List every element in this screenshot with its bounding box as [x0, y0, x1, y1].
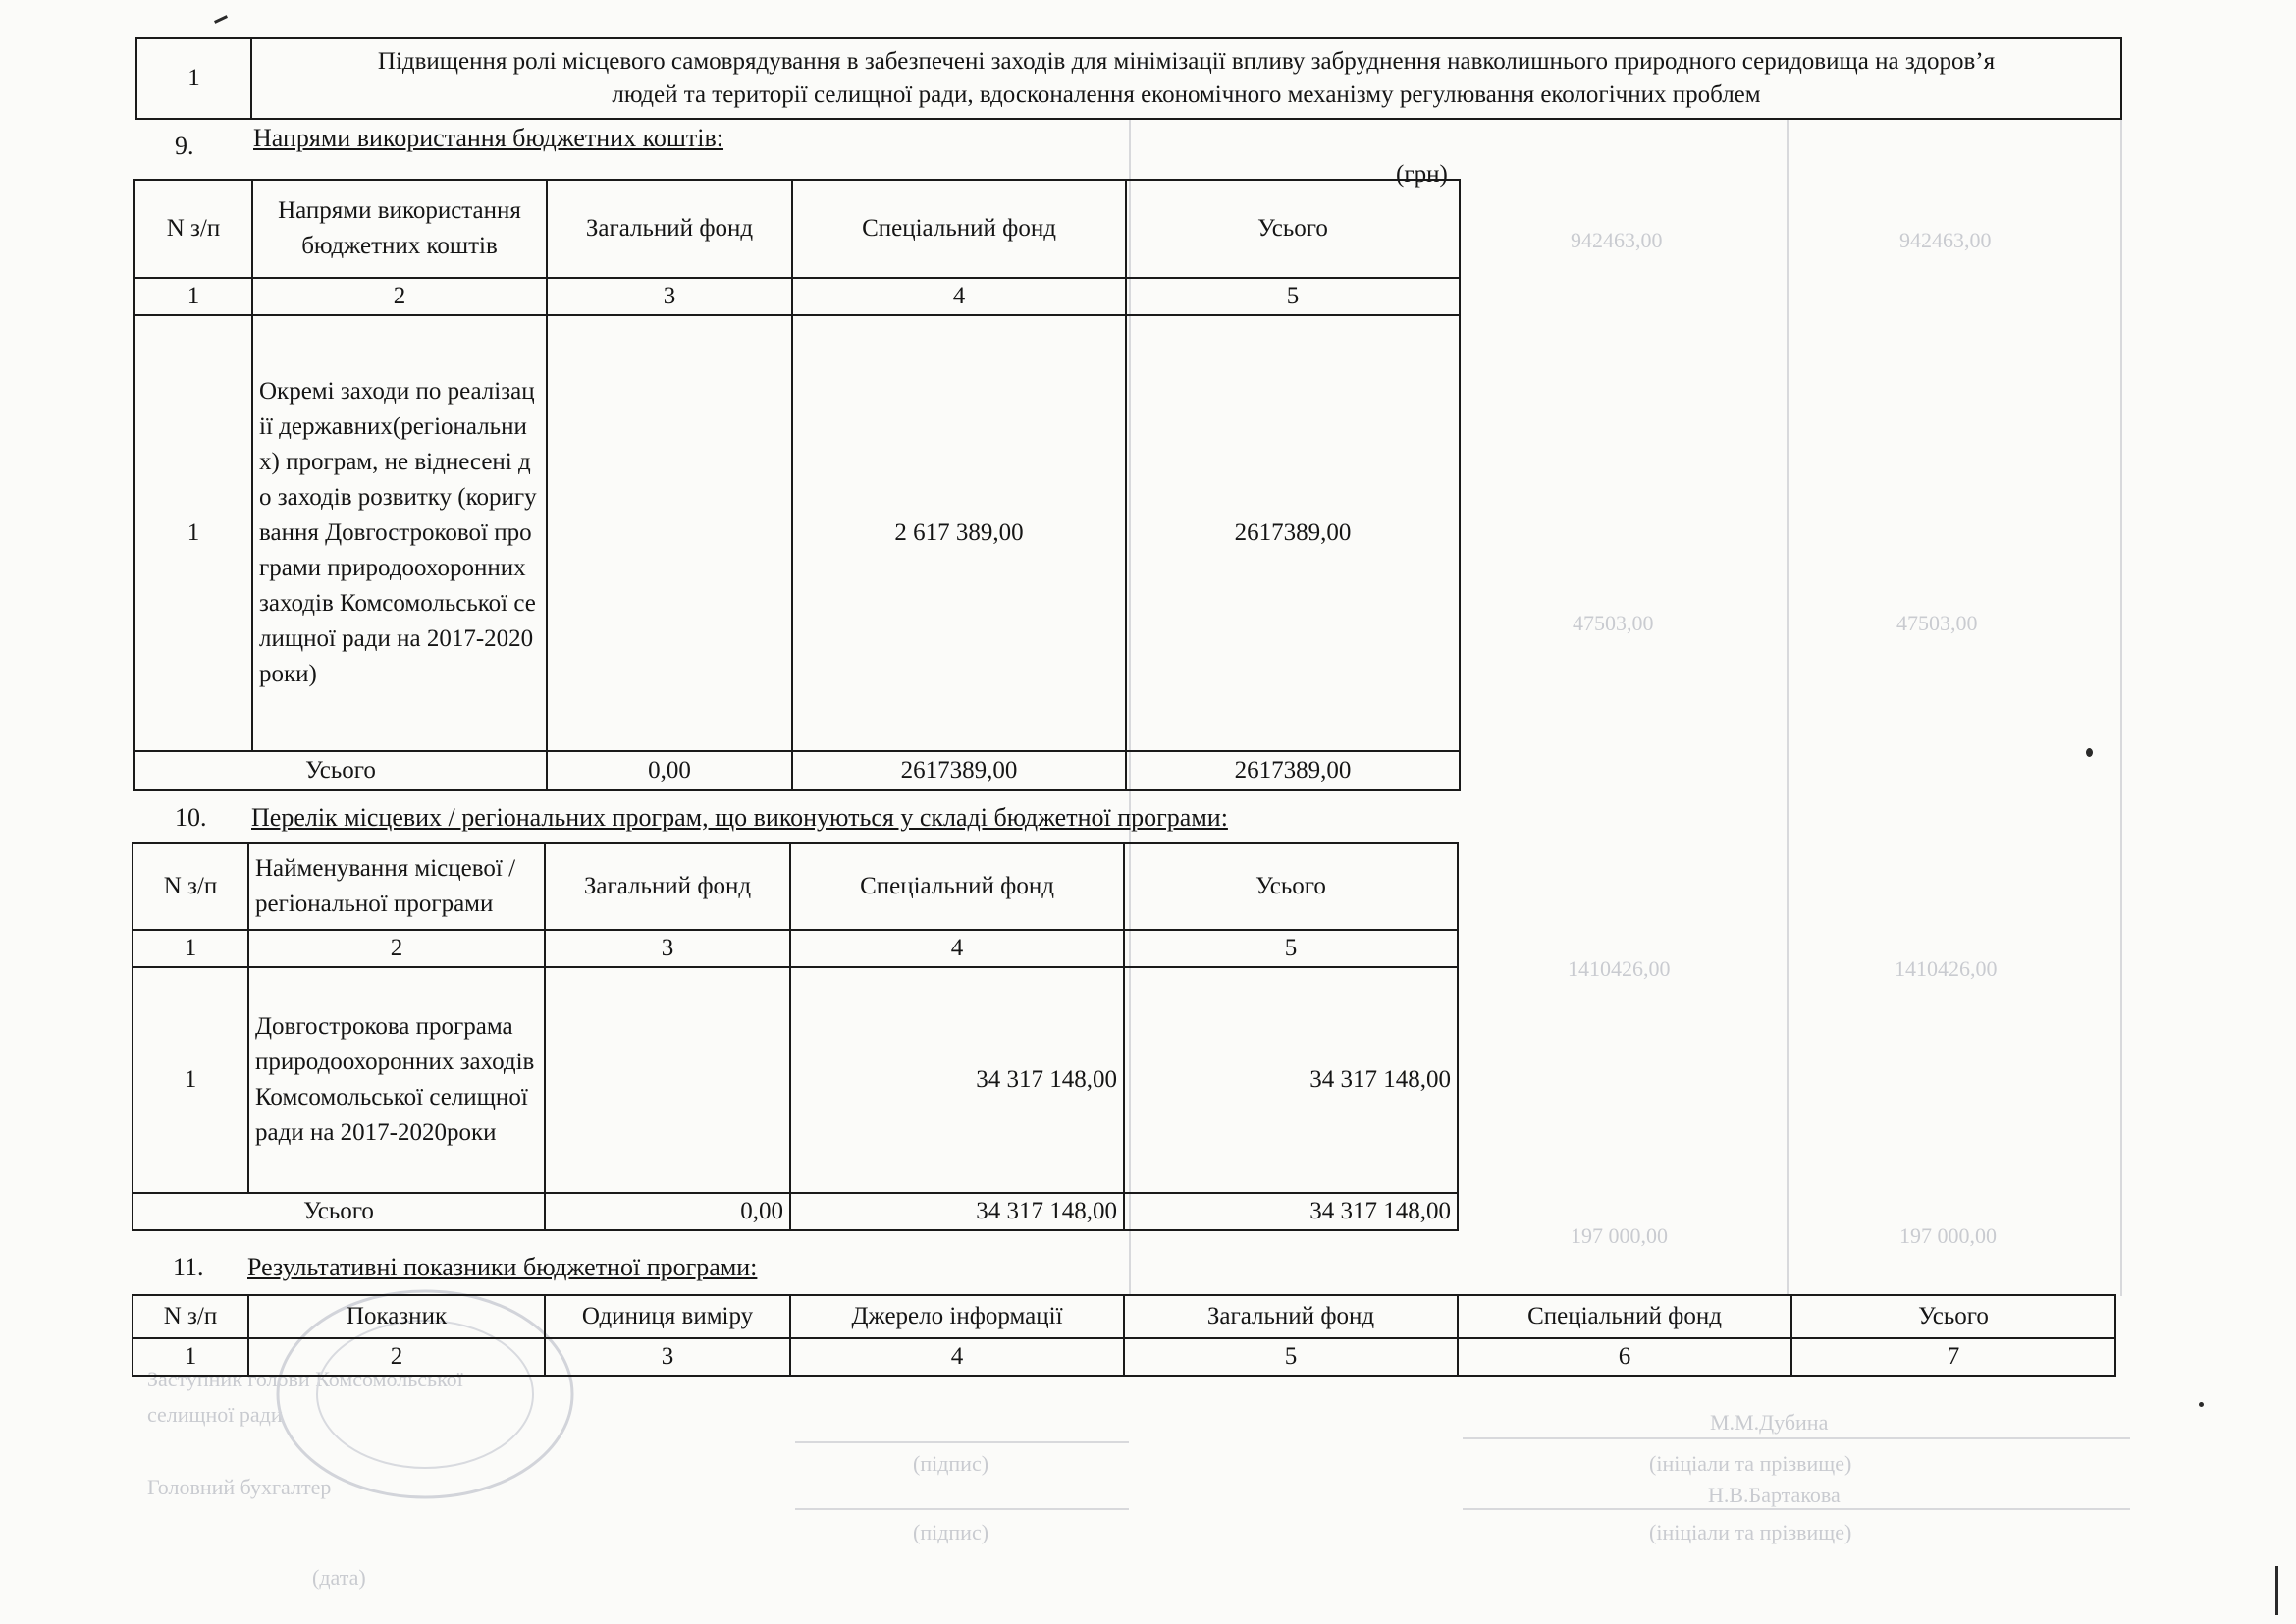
row-number: 1	[133, 967, 248, 1193]
bleed-through-value: 197 000,00	[1899, 1223, 1997, 1248]
total-general-fund: 0,00	[547, 751, 792, 790]
column-number: 1	[134, 278, 252, 315]
bleed-through-value: 1410426,00	[1895, 956, 1998, 981]
column-number: 3	[547, 278, 792, 315]
column-number: 4	[790, 1338, 1124, 1376]
header-total: Усього	[1126, 180, 1460, 278]
bleed-through-text: Головний бухгалтер	[147, 1475, 332, 1499]
scan-artifact	[214, 15, 228, 24]
column-number: 1	[133, 1338, 248, 1376]
bleed-through-text: (підпис)	[913, 1520, 989, 1544]
header-total: Усього	[1791, 1295, 2115, 1338]
bleed-through-line	[2120, 118, 2122, 1296]
bleed-through-line	[795, 1508, 1129, 1510]
header-special-fund: Спеціальний фонд	[792, 180, 1126, 278]
header-direction: Напрями використання бюджетних коштів	[252, 180, 547, 278]
total-special-fund: 34 317 148,00	[790, 1193, 1124, 1230]
header-program-name: Найменування місцевої / регіональної програми	[248, 843, 545, 930]
total-total: 34 317 148,00	[1124, 1193, 1458, 1230]
bleed-through-value: 942463,00	[1571, 228, 1663, 252]
header-source: Джерело інформації	[790, 1295, 1124, 1338]
header-general-fund: Загальний фонд	[1124, 1295, 1458, 1338]
header-indicator: Показник	[248, 1295, 545, 1338]
bleed-through-text: Н.В.Бартакова	[1708, 1483, 1841, 1507]
bleed-through-line	[1463, 1508, 2130, 1510]
column-number: 3	[545, 930, 790, 967]
row-total: 2617389,00	[1126, 315, 1460, 751]
section-9-number: 9.	[175, 132, 194, 160]
bleed-through-text: (дата)	[312, 1565, 366, 1590]
header-special-fund: Спеціальний фонд	[1458, 1295, 1791, 1338]
section-9-title: Напрями використання бюджетних коштів:	[253, 124, 724, 152]
goal-number: 1	[136, 38, 251, 119]
total-row	[134, 751, 1460, 790]
table-row	[134, 315, 1460, 751]
column-number: 1	[133, 930, 248, 967]
bleed-through-value: 1410426,00	[1568, 956, 1671, 981]
column-number: 7	[1791, 1338, 2115, 1376]
row-special-fund: 2 617 389,00	[792, 315, 1126, 751]
bleed-through-text: (ініціали та прізвище)	[1649, 1451, 1852, 1476]
bleed-through-line	[1463, 1437, 2130, 1439]
bleed-through-text: (ініціали та прізвище)	[1649, 1520, 1852, 1544]
bleed-through-text: М.М.Дубина	[1710, 1410, 1829, 1435]
column-number: 5	[1124, 930, 1458, 967]
bleed-through-value: 942463,00	[1899, 228, 1992, 252]
total-general-fund: 0,00	[545, 1193, 790, 1230]
bleed-through-line	[1787, 118, 1789, 1296]
bleed-through-text: селищної ради	[147, 1402, 283, 1427]
goal-text	[251, 38, 2121, 119]
column-number: 2	[248, 1338, 545, 1376]
section-10-title: Перелік місцевих / регіональних програм, що виконуються у складі бюджетної програми:	[251, 803, 1228, 832]
column-number: 3	[545, 1338, 790, 1376]
local-programs-table	[132, 842, 1459, 1231]
goal-text-line2: людей та території селищної ради, вдосконалення економічного механізму регулювання екологічних проблем	[612, 81, 1761, 108]
row-general-fund	[545, 967, 790, 1193]
column-number: 5	[1124, 1338, 1458, 1376]
header-number: N з/п	[134, 180, 252, 278]
performance-indicators-table	[132, 1294, 2116, 1377]
bleed-through-line	[795, 1441, 1129, 1443]
header-general-fund: Загальний фонд	[545, 843, 790, 930]
total-label: Усього	[134, 751, 547, 790]
total-row	[133, 1193, 1458, 1230]
bleed-through-value: 47503,00	[1573, 611, 1654, 635]
scan-artifact	[2275, 1566, 2278, 1615]
header-number: N з/п	[133, 1295, 248, 1338]
column-number: 4	[790, 930, 1124, 967]
goal-text-line1: Підвищення ролі місцевого самоврядування в забезпечені заходів для мінімізації впливу забруднення навколишнього природного серидовища на здоров’я	[377, 48, 1996, 75]
budget-directions-table	[133, 179, 1461, 791]
row-number: 1	[134, 315, 252, 751]
header-general-fund: Загальний фонд	[547, 180, 792, 278]
total-label: Усього	[133, 1193, 545, 1230]
column-number: 2	[248, 930, 545, 967]
column-number: 2	[252, 278, 547, 315]
bleed-through-text: (підпис)	[913, 1451, 989, 1476]
section-9-unit: (грн)	[1396, 161, 1448, 188]
bleed-through-value: 197 000,00	[1571, 1223, 1668, 1248]
column-number: 5	[1126, 278, 1460, 315]
total-total: 2617389,00	[1126, 751, 1460, 790]
header-total: Усього	[1124, 843, 1458, 930]
section-11-number: 11.	[173, 1253, 204, 1281]
section-11-title: Результативні показники бюджетної програми:	[247, 1253, 758, 1281]
row-general-fund	[547, 315, 792, 751]
total-special-fund: 2617389,00	[792, 751, 1126, 790]
section-10-number: 10.	[175, 803, 207, 832]
row-program-name: Довгострокова програма природоохоронних заходів Комсомольської селищної ради на 2017-2020роки	[248, 967, 545, 1193]
bleed-through-value: 47503,00	[1896, 611, 1978, 635]
scan-artifact	[2199, 1402, 2204, 1407]
scan-artifact	[2086, 748, 2093, 757]
header-number: N з/п	[133, 843, 248, 930]
row-special-fund: 34 317 148,00	[790, 967, 1124, 1193]
goals-table	[135, 37, 2122, 120]
row-total: 34 317 148,00	[1124, 967, 1458, 1193]
column-number: 6	[1458, 1338, 1791, 1376]
table-row	[133, 967, 1458, 1193]
row-direction-name: Окремі заходи по реалізації державних(регіональних) програм, не віднесені до заходів розвитку (коригування Довгострокової програми природоохоронних заходів Комсомольської селищної ради на 2017-2020 роки)	[252, 315, 547, 751]
header-unit: Одиниця виміру	[545, 1295, 790, 1338]
bleed-through-text: Заступник голови Комсомольської	[147, 1367, 463, 1391]
column-number: 4	[792, 278, 1126, 315]
header-special-fund: Спеціальний фонд	[790, 843, 1124, 930]
